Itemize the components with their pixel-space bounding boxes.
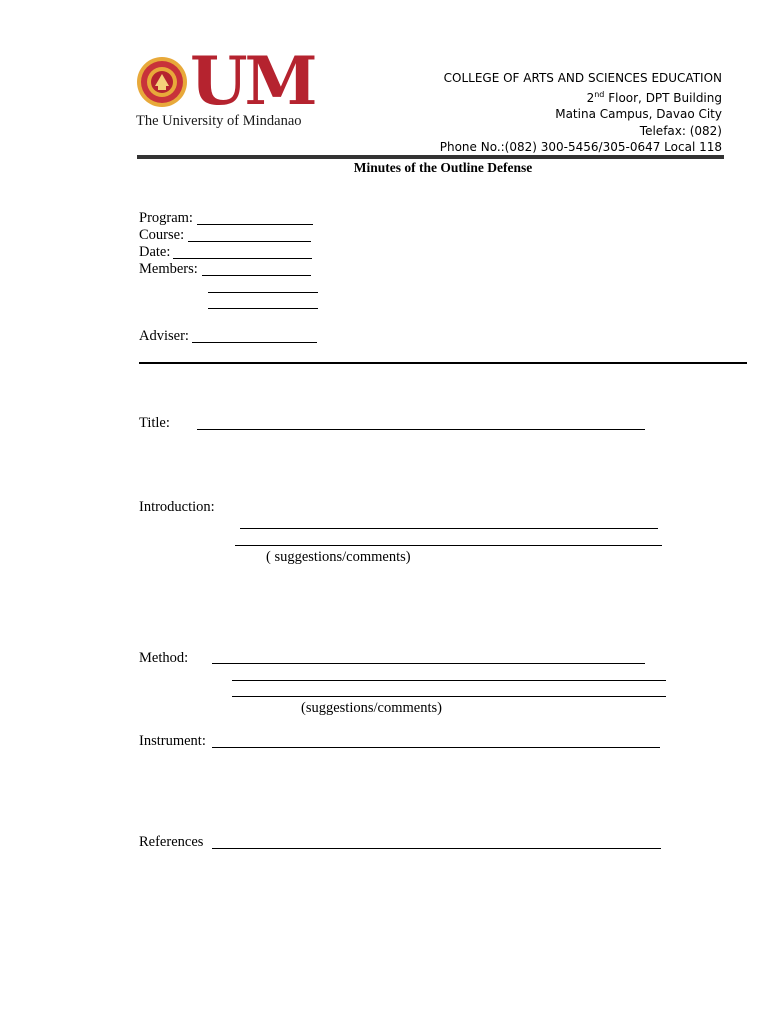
members-label: Members: (139, 261, 198, 277)
method-label: Method: (139, 650, 189, 666)
references-blank[interactable] (212, 848, 661, 849)
university-seal-icon (136, 56, 188, 108)
adviser-label: Adviser: (139, 328, 189, 344)
university-logo (134, 42, 326, 132)
document-title: Minutes of the Outline Defense (353, 160, 533, 175)
introduction-note: ( suggestions/comments) (266, 549, 411, 565)
members-blank-1[interactable] (202, 275, 311, 276)
section-divider (139, 362, 747, 364)
course-label: Course: (139, 227, 185, 243)
references-label: References (139, 834, 204, 850)
introduction-blank-2[interactable] (235, 545, 662, 546)
method-blank-2[interactable] (232, 680, 666, 681)
method-blank-1[interactable] (212, 663, 645, 664)
building-line: 2nd Floor, DPT Building (586, 89, 722, 105)
adviser-blank[interactable] (192, 342, 317, 343)
members-blank-3[interactable] (208, 308, 318, 309)
telefax-line: Telefax: (082) (639, 123, 722, 138)
logo-letters: UM (190, 42, 315, 120)
introduction-blank-1[interactable] (240, 528, 658, 529)
program-blank[interactable] (197, 224, 313, 225)
title-blank[interactable] (197, 429, 645, 430)
introduction-label: Introduction: (139, 499, 215, 515)
campus-line: Matina Campus, Davao City (555, 107, 722, 122)
date-label: Date: (139, 244, 171, 260)
college-address-block (440, 70, 722, 156)
instrument-label: Instrument: (139, 733, 206, 749)
college-name: COLLEGE OF ARTS AND SCIENCES EDUCATION (443, 71, 722, 85)
instrument-blank[interactable] (212, 747, 660, 748)
header-divider (137, 155, 724, 159)
method-note: (suggestions/comments) (301, 700, 442, 716)
logo-university-name: The University of Mindanao (136, 113, 302, 129)
course-blank[interactable] (188, 241, 311, 242)
program-label: Program: (139, 210, 193, 226)
title-label: Title: (139, 415, 170, 431)
date-blank[interactable] (173, 258, 312, 259)
phone-line: Phone No.:(082) 300-5456/305-0647 Local 118 (439, 140, 722, 155)
method-blank-3[interactable] (232, 696, 666, 697)
members-blank-2[interactable] (208, 292, 318, 293)
